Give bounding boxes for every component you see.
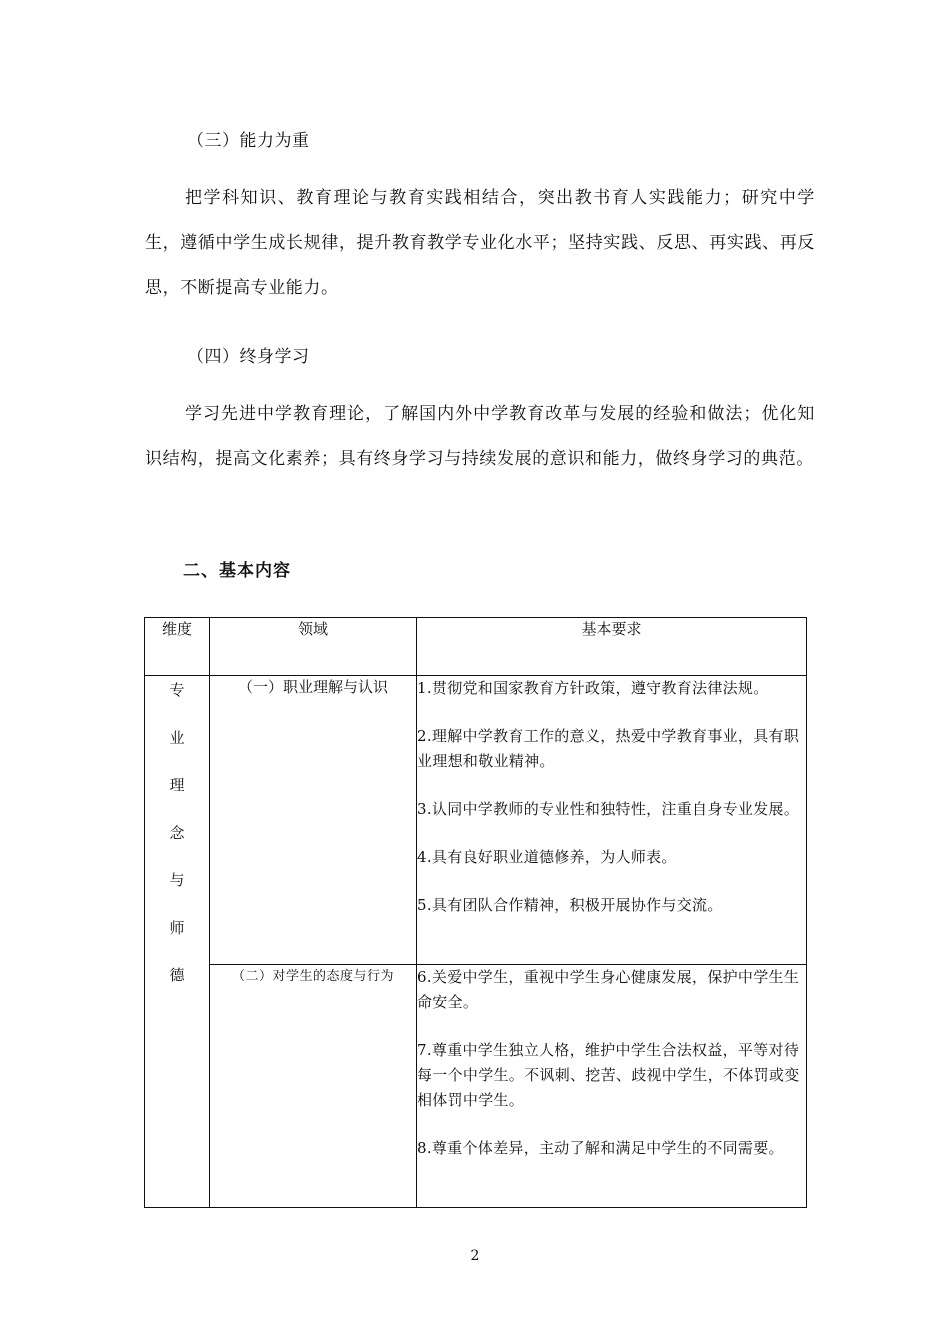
dimension-char: 师 [169,918,185,937]
header-dimension: 维度 [145,618,210,676]
header-requirement: 基本要求 [417,618,807,676]
requirements-cell [417,676,807,965]
dimension-char: 念 [169,823,185,842]
requirement-item: 1.贯彻党和国家教育方针政策，遵守教育法律法规。 [417,679,769,697]
page-number: 2 [470,1248,480,1264]
area-cell-attitude-to-students: （二）对学生的态度与行为 [210,965,417,1208]
requirement-item: 5.具有团队合作精神，积极开展协作与交流。 [417,896,723,914]
table-row [145,965,807,1208]
standards-table [144,617,807,1208]
dimension-char: 与 [169,871,185,889]
requirement-item: 6.关爱中学生，重视中学生身心健康发展，保护中学生生命安全。 [417,968,800,1011]
section-title-basic-content: 二、基本内容 [183,561,291,581]
dimension-char: 德 [169,966,185,984]
requirement-item: 8.尊重个体差异，主动了解和满足中学生的不同需要。 [417,1139,784,1157]
requirements-cell [417,965,807,1208]
dimension-cell [145,676,210,1208]
paragraph-lifelong-learning: 学习先进中学教育理论，了解国内外中学教育改革与发展的经验和做法；优化知识结构，提高文化素养；具有终身学习与持续发展的意识和能力，做终身学习的典范。 [145,404,815,469]
dimension-char: 业 [169,728,185,747]
paragraph-ability: 把学科知识、教育理论与教育实践相结合，突出教书育人实践能力；研究中学生，遵循中学生成长规律，提升教育教学专业化水平；坚持实践、反思、再实践、再反思，不断提高专业能力。 [145,188,815,298]
dimension-char: 理 [169,776,185,794]
requirement-item: 7.尊重中学生独立人格，维护中学生合法权益，平等对待每一个中学生。不讽刺、挖苦、歧视中学生，不体罚或变相体罚中学生。 [417,1041,800,1109]
requirement-item: 3.认同中学教师的专业性和独特性，注重自身专业发展。 [417,800,800,818]
requirement-item: 4.具有良好职业道德修养，为人师表。 [417,848,677,866]
header-area: 领域 [210,618,417,676]
table-row [145,676,807,965]
dimension-char: 专 [169,681,185,699]
heading-lifelong-learning: （四）终身学习 [187,347,310,367]
area-cell-professional-understanding: （一）职业理解与认识 [210,676,417,965]
requirement-item: 2.理解中学教育工作的意义，热爱中学教育事业，具有职业理想和敬业精神。 [417,727,800,770]
heading-ability: （三）能力为重 [187,131,310,151]
table-header-row [145,618,807,676]
